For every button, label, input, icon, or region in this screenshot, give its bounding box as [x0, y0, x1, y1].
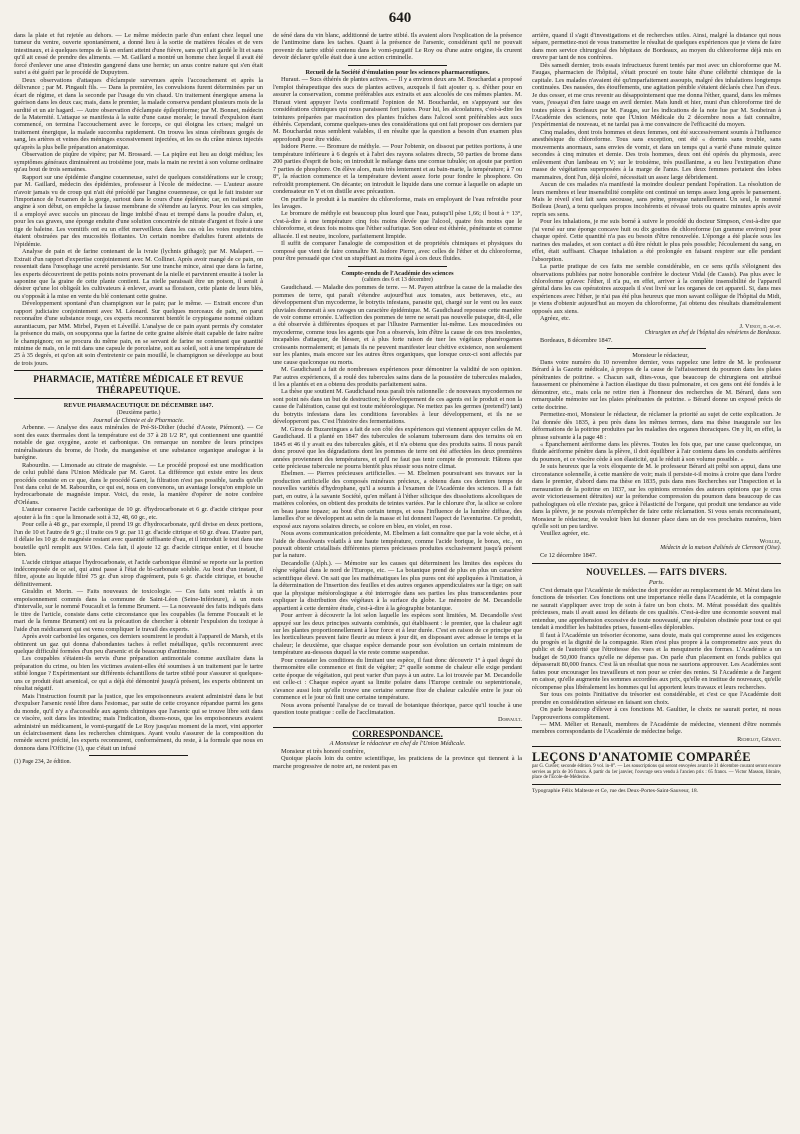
ad-title: LEÇONS D'ANATOMIE COMPARÉE: [532, 750, 751, 765]
paragraph: Il suffit de comparer l'analogie de composition et de propriétés chimiques et physiques du composé que vient de faire connaître M. Isidore Pierre, avec celles de l'éther et du chloroforme, pour être persuadé que c'est un stupéfiant au moins égal à ces deux fluides.: [273, 240, 522, 263]
signature: Woillez,: [759, 537, 781, 545]
paragraph: Dès samedi dernier, trois essais infructueux furent tentés par moi avec un chloroforme que M. Faugas, pharmacien de l'hôpital, s'était procuré en toute hâte d'une célébrité chimique de la capitale. Les malades n'avaient été qu'imparfaitement assoupis, malgré des inhalations longtemps continuées. Des nausées, des étouffements, une agitation pénible s'étaient déclarés chez l'un d'eux. Je dus cesser, et me crus revenir au désappointement que me donna l'éther, quand, dans les mêmes vues, j'essayai d'en faire usage en avril dernier. Mais lundi et hier, muni d'un chloroforme tiré de toutes pièces à Bordeaux par M. Faugas, sur les indications de la note lue par M. Soubeiran à l'Académie des sciences, note que l'Union Médicale du 2 décembre nous a fait connaître, j'expérimentai de nouveau, et ne tardai pas à me convaincre de l'efficacité du moyen.: [532, 61, 781, 129]
correspondence-title: CORRESPONDANCE.: [352, 728, 443, 739]
paragraph: M. Girou de Buzareingues a fait de son côté des expériences qui viennent appuyer celles de M. Gaudichaud. Il a planté en 1847 des tubercules de solanum tuberosum dans des terrains où en 1845 et 46 il y avait eu des tubercules gâtés, et il n'a obtenu que des produits sains. Il nous paraît donc prouvé que les dégradations dont les pommes de terre ont été affectées les deux premières années proviennent des températures, et qu'il ne faut pas tenir compte de promouir. Hâtons que cette précieuse tubercule ne pourra bientôt plus réussir sous notre climat.: [273, 425, 522, 471]
paragraph: Rapport sur une épidémie d'angine couenneuse, suivi de quelques considérations sur le croup; par M. Gaillard, médecin des épidémies, professeur à l'école de médecine. — L'auteur assure n'avoir jamais vu de croup qui n'ait été précédé par l'angine couenneuse, ce qui le fait insister sur l'importance de l'examen de la gorge, surtout dans le cours d'une épidémie; car, en traitant cette angine à son début, on empêche la fausse membrane de s'étendre au larynx. Pour les cas simples, il a employé avec succès un pinceau de linge imbibé d'eau et trempé dans la poudre d'alun, et, pour les cas graves, une éponge enduite d'une solution concentrée de nitrate d'argent et fixée à une tige de baleine. Les vomitifs ont eu un effet merveilleux dans les cas où les voies respiratoires étaient obstruées par des mucosités flottantes. Un certain nombre d'adultes furent atteints de l'épidémie.: [14, 173, 263, 248]
paragraph: L'acide citrique attaque l'hydrocarbonate, et l'acide carbonique éliminé se reporte sur la portion indécomposée de ce sel, qui ainsi passe à l'état de bi-carbonate soluble. Au bout d'un instant, il filtre, ajoute au liquide filtré 75 gr. d'un sirop d'agrément, puis 6 gr. d'acide citrique, et bouche définitivement.: [14, 558, 263, 588]
paragraph: Dans votre numéro du 10 novembre dernier, vous rappelez une lettre de M. le professeur Bérard à la Gazette médicale, à propos de la cause de l'affaissement du poumon dans les plaies pénétrantes de poitrine. « Chacun sait, dites-vous, que beaucoup de chirurgiens ont attribué faussement ce phénomène à l'action élastique du tissu pulmonaire, et ces gens ont été fondés à le démontrer, etc., mais cela ne retire rien à l'honneur des recherches de M. Bérard, dans son remarquable mémoire sur les plaies pénétrantes de poitrine. » Bérard donne un exposé précis de cette doctrine.: [532, 359, 781, 411]
news-title: NOUVELLES. — FAITS DIVERS.: [586, 566, 727, 577]
signature-title: Médecin de la maison d'aliénés de Clermont (Oise).: [660, 545, 781, 552]
advertisement: [532, 750, 781, 764]
paragraph: Rabourdin. — Limonade au citrate de magnésie. — Le procédé proposé est une modification de celui publié dans l'Union Médicale par M. Garot. La différence qui existe entre les deux procédés consiste en ce que, dans le procédé Garot, la filtration n'est pas possible, tandis qu'elle l'est dans celui de M. Rabourdin, ce qui est, nous en convenons, un avantage lorsqu'on emploie un hydrocarbonate de magnésie impur. Voici, du reste, la manière d'opérer de notre confrère d'Orléans.: [14, 461, 263, 506]
paragraph: « Épanchement aériforme dans les plèvres. Toutes les fois que, par une cause quelconque, un fluide aériforme pénètre dans la plèvre, il doit équilibrer à l'air contenu dans les conduits aérifères du poumon, et ce viscère cède à son élasticité, qui le réduit à son volume possible. »: [532, 441, 781, 463]
paragraph: Développement spontané d'un champignon sur le pain; par le même. — Extrait encore d'un rapport judiciaire conjointement avec M. Léonard. Sur quelques morceaux de pain, on parut reconnaître d'une substance rouge, ces experts reconnurent bientôt le cryptogame nommé oidium aurantiacum, par MM. Mirbel, Payen et Léveillé. L'analyse de ce pain ayant permis d'y constater la présence du maïs, on soupçonna que la farine de cette graine altérée était capable de faire naître le champignon; on se procura du même pain, en se servant de farine ne contenant que quantité minime de maïs, on le mit dans une capsule de porcelaine, soit au soleil, soit à une température de 25 à 35 degrés, et qu'on ait soin d'entretenir ce pain mouillé, le champignon se développe au bout de trois jours.: [14, 300, 263, 367]
paragraph: L'auteur conserve l'acide carbonique de 10 gr. d'hydrocarbonate et 6 gr. d'acide citrique pour ajouter à la fin : que la limonade soit à 32, 48, 60 gr., etc.: [14, 506, 263, 521]
column-right: [532, 32, 781, 1134]
paragraph: C'est demain que l'Académie de médecine doit procéder au remplacement de M. Mérat dans les fonctions de trésorier. Ces fonctions ont une importance réelle dans l'Académie, et la compagnie ne saurait s'appliquer avec trop de soin à faire un bon choix. M. Mérat possédait des qualités précieuses, mais il avait aussi les défauts de ces qualités. C'est-à-dire une économie souvent mal entendue, une appréhension excessive de toute nouveauté, une répulsion obstinée pour tout ce qui tendait à modifier les habitudes prises, fussent-elles déplorables.: [532, 586, 781, 632]
signature-title: Chirurgien en chef de l'hôpital des vénériens de Bordeaux.: [644, 330, 781, 337]
paragraph: Pour arriver à découvrir la loi selon laquelle les espèces sont limitées, M. Decandolle s'est appuyé sur les deux principes suivants combinés, qui établissent : le premier, que la chaleur agit sur les plantes proportionnellement à leur force et à leur durée. C'est en raison de ce principe que les horticulteurs peuvent faire fleurir au mieux à jour dit, en disposant avec adresse le temps et la chaleur; le deuxième, que chaque espèce demande pour son évolution un certain minimum de température au-dessous duquel la vie reste comme suspendue.: [273, 612, 522, 657]
paragraph: — MM. Mélier et Renault, membres de l'Académie de médecine, viennent d'être nommés membres correspondants de l'Académie de médecine belge.: [532, 720, 781, 736]
divider: [348, 266, 448, 267]
paragraph: Pour celle à 48 gr., par exemple, il prend 19 gr. d'hydrocarbonate, qu'il divise en deux portions, l'un de 10 et l'autre de 9 gr.; il traite ces 9 gr. par 11 gr. d'acide citrique et 60 gr. d'eau. D'autre part, il délaie les 10 gr. de magnésie restant avec quantité suffisante d'eau, et il introduit le tout dans une bouteille qu'il remplit aux 9/10es. Cela fait, il ajoute 12 gr. d'acide citrique entier, et il bouche bien.: [14, 521, 263, 559]
imprint: Typographie Félix Malteste et Ce, rue des Deux-Portes-Saint-Sauveur, 18.: [532, 787, 699, 794]
letter-salutation: Monsieur et très honoré confrère,: [281, 747, 366, 755]
paragraph: Isidore Pierre. — Bromure de méthyle. — Pour l'obtenir, on dissout par petites portions, à une température inférieure à 6 degrés et à l'abri des rayons solaires directs, 50 parties de brome dans 200 parties d'esprit de bois; on introduit le mélange dans une cornue tubulée; on ajoute par portion 7 parties de phosphore. On élève alors, mais très lentement et au bain-marie, la température; à 7 ou 8°, la réaction commence et la température devient assez forte pour fondre le phosphore. On refroidit promptement. On décante; on introduit le liquide dans une cornue à laquelle on adapte un condensateur en Y et on distille avec précaution.: [273, 143, 522, 196]
letter-closing: Veuillez agréer, etc.: [540, 530, 590, 538]
paragraph: La partie pratique de ces faits me semble considérable, en ce sens qu'ils s'éloignent des observations publiées par notre honorable confrère le docteur Vidal (de Cassis). Pas plus avec le chloroforme qu'avec l'éther, il n'a pu, en effet, arriver à la complète insensibilité de l'appareil génital dans les cas opératoires auxquels il s'est livré sur les organes de cet appareil. Si, dans mes expériences avec l'éther, je n'ai pas été plus heureux que mon savant collègue de l'hôpital du Midi, je viens d'obtenir aujourd'hui au moyen du chloroforme, j'ai obtenu des résultats diamétralement opposés aux siens.: [532, 263, 781, 315]
paragraph: Decandolle (Alph.). — Mémoire sur les causes qui déterminent les limites des espèces du règne végétal dans le nord de l'Europe, etc. — La botanique prend de plus en plus un caractère scientifique élevé. On sait que les mathématiques les plus pures ont été appliquées à l'imitation, à la détermination de l'insertion des feuilles et des autres organes appendiculaires sur la tige; on sait que la physique météorologique a été interrogée dans ses parties les plus transcendantes pour expliquer la distribution des végétaux à la surface du globe. Le mémoire de M. Decandolle appartient à cette dernière étude, c'est-à-dire à la géographie botanique.: [273, 559, 522, 612]
news-place: Paris.: [648, 579, 665, 587]
column-middle: [273, 32, 522, 1134]
paragraph: Huraut. — Sucs éthérés de plantes actives. — Il y a environ deux ans M. Bouchardat a proposé l'emploi thérapeutique des sucs de plantes actives, auxquels il fait ajouter q. s. d'éther pour en assurer la conservation, comme préférables aux extraits et aux alcoolés de ces mêmes plantes. M. Huraut vient appuyer l'avis confirmatif l'opinion de M. Bouchardat, en s'appuyant sur des considérations chimiques qui nous paraissent fort justes. Pour lui, les alcoolatures, c'est-à-dire les teintures préparées par macération des plantes fraîches dans l'alcool sont préférables aux sucs éthérés. Cependant, comme quelques-unes des considérations qui ont fait proposer ces derniers par M. Bouchardat nous semblent valables, il en résulte que la question a besoin d'un examen plus approfondi pour être vidée.: [273, 76, 522, 143]
paragraph: Deux observations d'attaques d'éclampsie survenues après l'accouchement et après la délivrance ; par M. Pingault fils. — Dans la première, les convulsions furent déterminées par un écart de régime, et dans la seconde par l'usage du vin chaud. Un traitement énergique amena la guérison dans les deux cas; mais, dans le premier, la malade conserva pendant plusieurs mois de la surdité et un air hagard. — Autre observation d'éclampsie épileptiforme; par M. Bonnet, médecin de la Maternité. L'attaque se manifesta à la suite d'une cause morale; le travail d'expulsion étant commencé, on termina l'accouchement avec le forceps, ce qui éloigna les crises; malgré un traitement énergique, la malade succomba rapidement. On trouva les sinus cérébraux gorgés de sang, les artères et veines des méninges excessivement injectées, et les os du crâne mieux injectés qu'après la plus belle préparation anatomique.: [14, 76, 263, 151]
paragraph: Nous avons communication précédente, M. Ebelmen a fait connaître que par la voie sèche, et à l'aide de dissolvants volatils à une haute température, comme l'acide borique, le borax, etc., on pouvait obtenir cristallisés différentes pierres précieuses produites exclusivement jusqu'à présent par la nature.: [273, 530, 522, 560]
footnote: (1) Page 234, 2e édition.: [14, 759, 71, 766]
ad-divider: [532, 746, 781, 747]
paragraph: Quoique placés loin du centre scientifique, les praticiens de la province qui tiennent à la marche progressive de notre art, ne restent pas en: [273, 755, 522, 770]
paragraph: Le bromure de méthyle est beaucoup plus lourd que l'eau, puisqu'il pèse 1,66; il bout à + 13°, c'est-à-dire à une température cinq fois moins élevée que l'alcool, quatre fois moins que le chloroforme, et deux fois moins que l'éther sulfurique. Son odeur est éthérée, pénétrante et comme alliacée. Il est neutre, incolore, parfaitement limpide.: [273, 210, 522, 240]
column-left: [14, 32, 263, 1134]
academy-subtitle: (cahiers des 6 et 13 décembre): [362, 277, 433, 284]
paragraph: de séné dans du vin blanc, additionné de tartre stibié. Ils avaient alors l'explication de la présence de l'antimoine dans les taches. Quant à la présence de l'arsenic, considérant qu'il ne pouvait provenir du tartre stibié contenu dans le vomi-purgatif Le Roy ou d'une autre origine, ils crurent devoir déclarer qu'elle était due à une action criminelle.: [273, 32, 522, 62]
paragraph: Observation de piqûre de vipère; par M. Brossard. — La piqûre eut lieu au doigt médius; les symptômes généraux diminuèrent au troisième jour, mais la main ne revint à son volume ordinaire qu'au bout de trois semaines.: [14, 151, 263, 174]
paragraph: Pour constater les conditions du limitant une espèce, il faut donc découvrir 1° à quel degré du thermomètre elle commence et finit de végéter; 2° quelle somme de chaleur elle exige pendant cette époque de végétation, qui peut varier d'un pays à un autre. La loi trouvée par M. Decandolle est celle-ci : Chaque espèce ayant sa limite polaire dans l'Europe centrale ou septentrionale, s'avance aussi loin qu'elle trouve une certaine somme fixe de chaleur calculée entre le jour où commence et le jour où finit une certaine température.: [273, 656, 522, 702]
paragraph: dans la plaie et fut rejetée au dehors. — Le même médecin parle d'un enfant chez lequel une tumeur du ventre, ouverte spontanément, a donné lieu à la sortie de matières fécales et de vers intestinaux, et à quelques temps de là un enfant atteint d'une fièvre, sans qu'il ait gardé le lit et sans qu'il ait cessé de prendre des aliments. — M. Gaillard a montré un homme chez lequel il avait été forcé d'enlever une anse d'intestin gangrené dans une hernie; un anus contre nature qui s'en était suivi a été guéri par le procédé de Dupuytren.: [14, 32, 263, 77]
section-title: PHARMACIE, MATIÈRE MÉDICALE ET REVUE THÉRAPEUTIQUE.: [33, 374, 244, 395]
paragraph: Ebelmen. — Pierres précieuses artificielles. — M. Ebelmen poursuivant ses travaux sur la production artificielle des composés minéraux précieux, a obtenu dans ces derniers temps de nouvelles variétés d'hydrophane, qu'il a soumis à l'examen de l'Académie des sciences. Il a fait part, en outre, à la savante Société, qu'en mêlant à l'éther silicique des dissolutions alcooliques de matières colorées, on obtient des produits de teintes variées. Par le chlorure d'or, la silice se colore en beau jaune topaze; au bout d'un certain temps, et sous l'influence de la lumière diffuse, des lamelles d'or se développent au sein de la masse et lui donnent l'aspect de l'aventurine. Ce produit, exposé aux rayons solaires directs, se colore en bleu, en violet, en rose.: [273, 470, 522, 530]
paragraph: Il faut à l'Académie un trésorier économe, sans doute, mais qui comprenne aussi les exigences du progrès et la dignité de la compagnie. Rien n'est plus propre à la compromettre aux yeux du public et de l'autorité que l'étroitesse des vues et la mesquinerie des formes. L'Académie a un budget de 50,000 francs qu'elle ne dépense pas. On parle d'un placement en fonds publics qui dépasserait 80,000 francs. C'est là un résultat que nous ne saurions approuver. Les Académies sont faites pour encourager les travailleurs et non pour se créer des rentes. Si l'Académie a de l'argent en caisse, qu'elle augmente les sommes accordées aux prix, qu'elle en institue de nouveaux, qu'elle récompense plus libéralement les hommes qui lui apportent leurs travaux et leurs recherches.: [532, 631, 781, 691]
signature: Dorvault.: [497, 716, 522, 724]
letter-salutation: Monsieur le rédacteur,: [632, 351, 689, 359]
section-divider: [273, 727, 522, 728]
paragraph: Aucun de ces malades n'a manifesté la moindre douleur pendant l'opération. La résolution de leurs membres et leur insensibilité complète ont continué un temps assez long après le pansement. Mais le réveil s'est fait sans secousse, sans peine, presque naturellement. Un seul, le nommé Boileau (Jean), a tenu quelques propos incohérents et révassé trois ou quatre minutes après avoir repris ses sens.: [532, 181, 781, 218]
imprint-divider: [532, 784, 781, 785]
letter-closing: Agréez, etc.: [540, 315, 571, 323]
page-number: 640: [388, 10, 412, 26]
paragraph: Analyse de pain et de farine contenant de la ivraie (lychnis githago); par M. Malapert. — Extrait d'un rapport d'expertise conjointement avec M. Collinet. Après avoir mangé de ce pain, on ressentait dans l'œsophage une acreté persistante. Sur une tranche mince, ainsi que dans la farine, les experts découvrirent de petits points noirs provenant de la nielle et parvinrent ensuite à isoler la saponine que la graine de cette plante contient. La nielle paraissait être un poison, il serait à désirer qu'une loi obligeât les cultivateurs à enlever, avant sa floraison, cette plante de leurs blés, ou s'opposât à la mise en vente du blé contenant cette graine.: [14, 248, 263, 300]
signature: J. Venot, d.-m.-p.: [739, 322, 781, 330]
ad-text: par G. Cuvier; seconde édition. 9 vol. in-8°. — Les souscriptions qui seront envoyées avant le 31 décembre courant seront encore servies au prix de 36 francs. À partir du 1er janvier, l'ouvrage sera vendu à l'ancien prix : 65 francs. — Victor Masson, libraire, place de l'École-de-Médecine.: [532, 764, 781, 781]
paragraph: M. Gaudichaud a fait de nombreuses expériences pour démontrer la validité de son opinion. Par autres expériences, il a roulé des tubercules sains dans de la poussière de tubercules malades, il les a plantés et en a obtenu des produits parfaitement sains.: [273, 366, 522, 389]
journal-title: Journal de Chimie et de Pharmacie.: [92, 416, 185, 424]
letter-date: Ce 12 décembre 1847.: [540, 552, 597, 560]
paragraph: Je suis heureux que la voix éloquente de M. le professeur Bérard ait prêté son appui, dans une circonstance solennelle, à cette manière de voir; mais il persiste-t-il moins à croire que dans l'ordre dans le premier, d'abord dans ma thèse en 1835, puis dans mes Recherches sur l'inspection et la mensuration de la poitrine en 1837, sur les opinions erronées des auteurs opinions que je crus avoir victorieusement détruites) sur la prétendue compression du poumon dans beaucoup de cas pathologiques où elle n'existe pas, grâce à l'élasticité de l'organe, qui produit une tendance au vide dans la plèvre, je ne pouvais m'empêcher de faire cette réclamation. Si vous serais reconnaissant, Monsieur le rédacteur, de vouloir bien lui donner place dans un de vos prochains numéros, bien qu'elle soit un peu tardive.: [532, 463, 781, 530]
paragraph: Arbenne. — Analyse des eaux minérales de Pré-St-Didier (duché d'Aoste, Piémont). — Ce sont des eaux thermales dont la température est de 37 à 28 1/2 R°, qui contiennent une quantité notable de gaz oxygène, azote et carbonique. On remarque un nombre de leurs principes minéralisateurs du brome, de l'iode, du manganèse et une substance organique analogue à la barégine.: [14, 424, 263, 462]
paragraph: Giraldin et Morin. — Faits nouveaux de toxicologie. — Ces faits sont relatifs à un empoisonnement commis dans la commune de Saint-Léon (Seine-Inférieure), à un mois d'intervalle, sur le nommé Foucault et la femme Brument. — La nouveauté des faits indiqués dans le titre de l'article, consiste dans cette circonstance que les coupables (la femme Foucault et le mari de la femme Brument) ont eu la précaution de chercher à obtenir l'expulsion du toxique à l'aide d'un médicament qui est venu compliquer le travail des experts.: [14, 588, 263, 633]
revue-title: REVUE PHARMACEUTIQUE DE DÉCEMBRE 1847.: [63, 402, 214, 410]
paragraph: arrière, quand il s'agit d'investigations et de recherches utiles. Ainsi, malgré la distance qui nous sépare, permettez-moi de vous transmettre le résultat de quelques expériences que je viens de faire dans mon service chirurgical des hôpitaux de Bordeaux, au moyen du chloroforme déjà mis en œuvre par tant de nos confrères.: [532, 32, 781, 62]
revue-subtitle: (Deuxième partie.): [116, 409, 161, 416]
divider: [607, 348, 707, 349]
paragraph: Après avoir carbonisé les organes, ces derniers soumirent le produit à l'appareil de Marsh, et ils obtinrent un gaz qui donna d'abondantes taches à reflet métallique, qu'ils reconnurent avec quelque difficulté formées d'un peu d'arsenic et de beaucoup d'antimoine.: [14, 633, 263, 655]
section-divider: [532, 563, 781, 564]
paragraph: Pour les inhalations, je me suis borné à suivre le procédé du docteur Simpson, c'est-à-dire que j'ai versé sur une éponge concave huit ou dix gouttes de chloroforme (un gramme environ) pour chaque opéré. Cette quantité n'a pas eu besoin d'être renouvelée. L'éponge a été placée sous les narines des malades, et son contact a dû être réduit le plus près possible; l'écoulement du sang, en effet, était suffisant. Chaque inhalation a été prolongée en faisant respirer sur elle pendant l'absorption.: [532, 218, 781, 263]
paragraph: On purifie le produit à la manière du chloroforme, mais en employant de l'eau refroidie pour les lavages.: [273, 195, 522, 211]
letter-date: Bordeaux, 8 décembre 1847.: [540, 337, 613, 345]
paragraph: Les coupables s'étaient-ils servis d'une préparation antimoniale comme auxiliaire dans la préparation du crime, ou bien les victimes avaient-elles été soumises à un traitement par le tartre stibié longue ? Expérimentant sur différents échantillons de tartre stibié pour s'assurer si quelques-uns ce produit était arsenical, ce qui a déjà été démontré jusqu'à présent, les experts obtinrent un résultat négatif.: [14, 655, 263, 693]
letter-address: A Monsieur le rédacteur en chef de l'Union Médicale.: [329, 740, 466, 748]
academy-title: Compte-rendu de l'Académie des sciences: [341, 269, 454, 277]
paragraph: Permettez-moi, Monsieur le rédacteur, de réclamer la priorité au sujet de cette explication. Je l'ai donnée dès 1835, à peu près dans les mêmes termes, dans ma thèse inaugurale sur les déformations de la poitrine produites par les maladies des organes thoraciques. On y lit, en effet, la phrase suivante à la page 48 :: [532, 411, 781, 441]
divider: [348, 65, 448, 66]
paragraph: On parle beaucoup d'élever à ces fonctions M. Gaultier, le choix ne saurait porter, ni nous l'approuverions complètement.: [532, 706, 781, 721]
society-title: Recueil de la Société d'émulation pour les sciences pharmaceutiques.: [305, 68, 490, 76]
paragraph: Nous avons présenté l'analyse de ce travail de botanique théorique, parce qu'il touche à une question toute pratique : celle de l'acclimatation.: [273, 701, 522, 716]
columns: [14, 32, 786, 1134]
section-divider: [14, 370, 263, 371]
footnote-divider: [89, 755, 189, 756]
paragraph: Sur tous ces points l'initiative du trésorier est considérable, et c'est ce que l'Académie doit prendre en considération sérieuse en faisant son choix.: [532, 691, 781, 706]
paragraph: La thèse que soutient M. Gaudichaud nous paraît très rationnelle : de nouveaux mycodermes ne sont point nés dans un but de destruction; le développement de ces agents est le produit et non la cause de l'altération, cause qui est toute météorologique. Ne mettez pas les germes (pretend?) tant) du botrytis infestans dans les conditions favorables à leur développement, et ils ne se développeront pas. C'est l'histoire des fermentations.: [273, 388, 522, 426]
editor-signature: Richelot, Gérant.: [737, 735, 781, 743]
paragraph: Gaudichaud. — Maladie des pommes de terre. — M. Payen attribue la cause de la maladie des pommes de terre, qui paraît s'étendre aujourd'hui aux tomates, aux betteraves, etc., au développement d'un mycoderme, le botrytis infestans, parasite qui, chargé sur le vent ou les eaux pluviales donnerait à ses ravages un caractère épidémique. M. Gaudichaud repousse cette manière de voir comme erronée. L'affection des pommes de terre ne serait pas nouvelle puisque, dit-il, elle a été observée à différentes époques et par l'illustre Parmentier lui-même. Les moucedinées ou mycoderme, comme tous les agents que l'on a observés, loin d'être la cause de ces tres insolentes, incapables d'attaquer, de blesser, et à plus forte raison de tuer les végétaux phanérogames croissants normalement; et jamais ils ne peuvent manifester leur chétive existence, non seulement sur les plantes, mais encore sur les autres êtres organiques, que lorsque ceux-ci sont affectés par une cause quelconque ou morts.: [273, 284, 522, 366]
section-divider: [14, 398, 263, 399]
paragraph: Mais l'instruction fournit par la justice, que les empoisonneurs avaient administré dans le but d'expulser l'arsenic resté libre dans l'estomac, par suite de cette croyance répandue parmi les gens du monde, qu'il n'y a d'accessible aux agents chimiques que l'arsenic qui se trouve libre soit dans ce viscère, soit dans les intestins; mais l'indication, disons-nous, que les empoisonneurs avaient administré un médicament, le vomi-purgatif de Le Roy jusqu'au moment de la mort, vint apporter un éclaircissement dans les recherches chimiques. Ayant voulu s'assurer de la composition du remède secret précité, les experts reconnurent, conformément, du reste, à la formule que nous en donnons dans l'Officine (1), que c'était un infusé: [14, 692, 263, 752]
paragraph: Cinq malades, dont trois hommes et deux femmes, ont été successivement soumis à l'influence anesthésique du chloroforme. Tous sans exception, ont été « dormis sans trouble, sans mouvements anormaux, sans envies de vomir, et dans un temps qui a varié d'une minute quinze secondes à cinq minutes et demie. Des trois hommes, deux ont été opérés du phymosis, avec enlèvement d'un lambeau en V; sur le troisième, très pusillanime, a eu lieu l'extirpation d'une masse de végétations superposées à la marge de l'anus. Les deux femmes portaient des lobes mammaires, dont l'un, déjà ulcéré, nécessitait un assez large débridement.: [532, 128, 781, 181]
